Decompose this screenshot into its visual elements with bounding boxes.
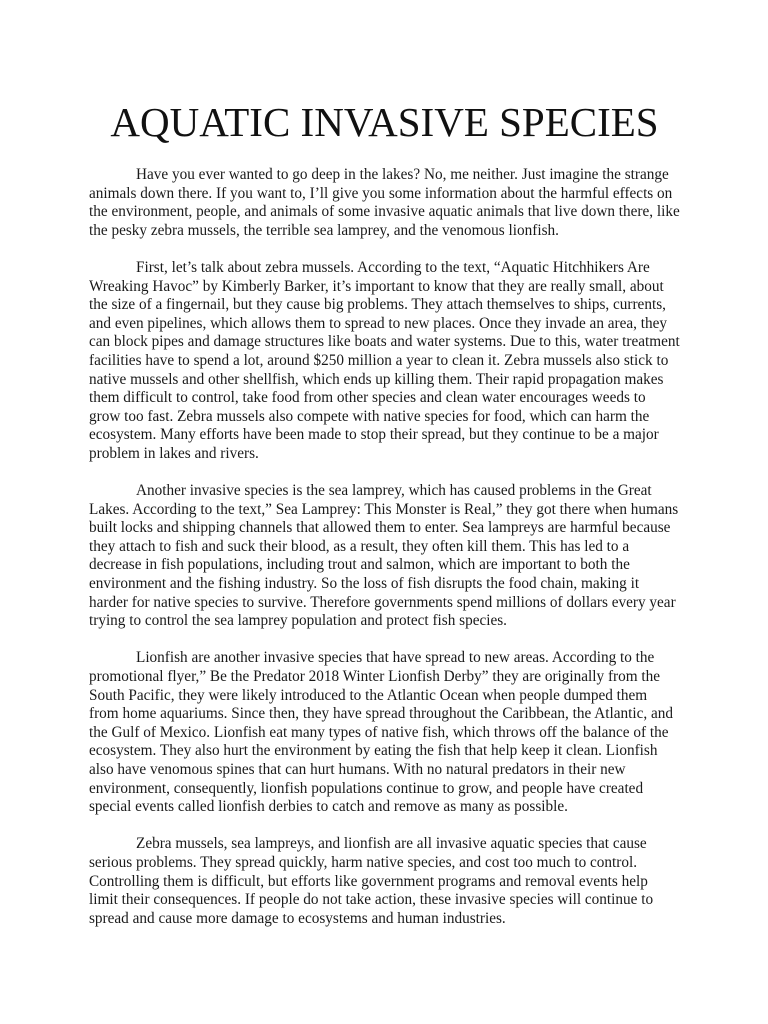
paragraph-sea-lamprey: Another invasive species is the sea lamprey, which has caused problems in the Great Lakes. According to the text,” Sea Lamprey: This Monster is Real,” they got there when humans built locks and shipping channels that allowed them to enter. Sea lampreys are harmful because they attach to fish and suck their blood, as a result, they often kill them. This has led to a decrease in fish populations, including trout and salmon, which are important to both the environment and the fishing industry. So the loss of fish disrupts the food chain, making it harder for native species to survive. Therefore governments spend millions of dollars every year trying to control the sea lamprey population and protect fish species. [89, 482, 679, 630]
paragraph-conclusion: Zebra mussels, sea lampreys, and lionfish are all invasive aquatic species that cause serious problems. They spread quickly, harm native species, and cost too much to control. Controlling them is difficult, but efforts like government programs and removal events help limit their consequences. If people do not take action, these invasive species will continue to spread and cause more damage to ecosystems and human industries. [89, 835, 654, 927]
paragraph-lionfish: Lionfish are another invasive species that have spread to new areas. According to the promotional flyer,” Be the Predator 2018 Winter Lionfish Derby” they are originally from the South Pacific, they were likely introduced to the Atlantic Ocean when people dumped them from home aquariums. Since then, they have spread throughout the Caribbean, the Atlantic, and the Gulf of Mexico. Lionfish eat many types of native fish, which throws off the balance of the ecosystem. They also hurt the environment by eating the fish that help keep it clean. Lionfish also have venomous spines that can hurt humans. With no natural predators in their new environment, consequently, lionfish populations continue to grow, and people have created special events called lionfish derbies to catch and remove as many as possible. [89, 649, 673, 816]
document-title: AQUATIC INVASIVE SPECIES [110, 99, 659, 145]
paragraph-zebra-mussels: First, let’s talk about zebra mussels. According to the text, “Aquatic Hitchhikers Are Wreaking Havoc” by Kimberly Barker, it’s important to know that they are really small, about the size of a fingernail, but they cause big problems. They attach themselves to ships, currents, and even pipelines, which allows them to spread to new places. Once they invade an area, they can block pipes and damage structures like boats and water systems. Due to this, water treatment facilities have to spend a lot, around $250 million a year to clean it. Zebra mussels also stick to native mussels and other shellfish, which ends up killing them. Their rapid propagation makes them difficult to control, take food from other species and clean water encourages weeds to grow too fast. Zebra mussels also compete with native species for food, which can harm the ecosystem. Many efforts have been made to stop their spread, but they continue to be a major problem in lakes and rivers. [89, 258, 680, 462]
paragraph-introduction: Have you ever wanted to go deep in the lakes? No, me neither. Just imagine the strange animals down there. If you want to, I’ll give you some information about the harmful effects on the environment, people, and animals of some invasive aquatic animals that live down there, like the pesky zebra mussels, the terrible sea lamprey, and the venomous lionfish. [89, 166, 680, 239]
